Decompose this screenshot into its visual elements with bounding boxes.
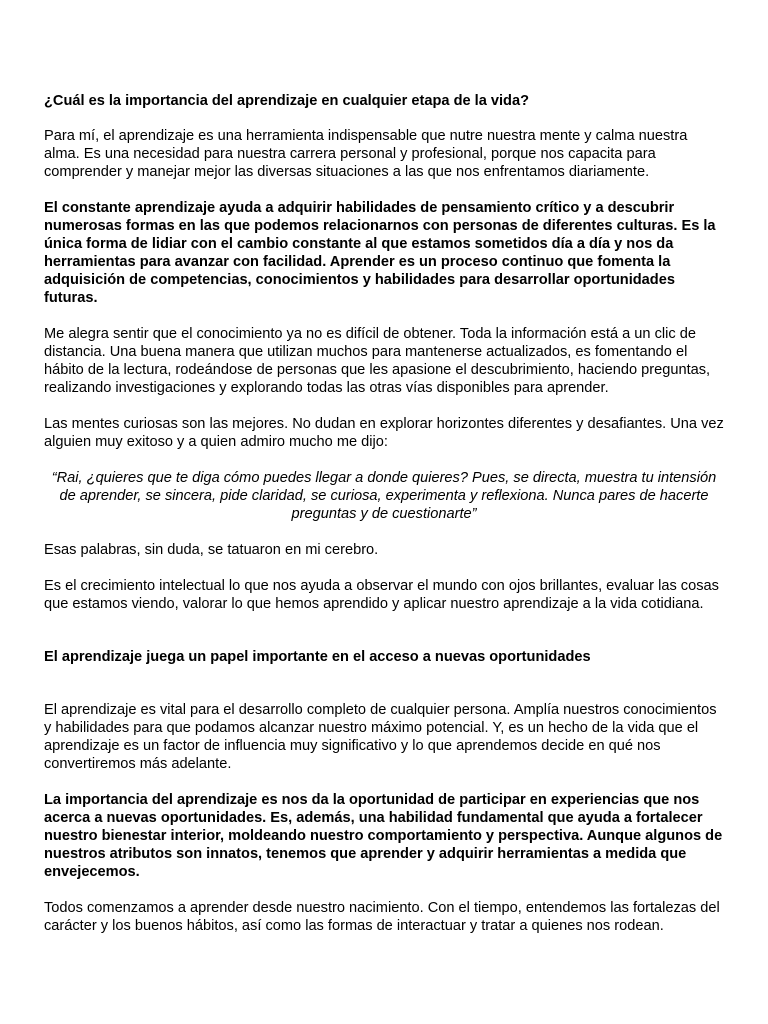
paragraph-vital-learning: El aprendizaje es vital para el desarrollo completo de cualquier persona. Amplía nuestros conocimientos y habilidades para que podamos alcanzar nuestro máximo potencial. Y, es un hecho de la vida que el aprendizaje es un factor de influencia muy significativo y lo que aprendemos decide en qué nos convertiremos más adelante.: [44, 702, 717, 772]
paragraph-intellectual-growth: Es el crecimiento intelectual lo que nos ayuda a observar el mundo con ojos brillantes, evaluar las cosas que estamos viendo, valorar lo que hemos aprendido y aplicar nuestro aprendizaje a la vida cotidiana.: [44, 578, 719, 612]
paragraph-curious-minds: Las mentes curiosas son las mejores. No dudan en explorar horizontes diferentes y desafiantes. Una vez alguien muy exitoso y a quien admiro mucho me dijo:: [44, 416, 724, 450]
paragraph-bold-importance: La importancia del aprendizaje es nos da la oportunidad de participar en experiencias que nos acerca a nuevas oportunidades. Es, además, una habilidad fundamental que ayuda a fortalecer nuestro bienestar interior, moldeando nuestro comportamiento y perspectiva. Aunque algunos de nuestros atributos son innatos, tenemos que aprender y adquirir herramientas a medida que envejecemos.: [44, 792, 723, 880]
paragraph-knowledge-access: Me alegra sentir que el conocimiento ya no es difícil de obtener. Toda la información está a un clic de distancia. Una buena manera que utilizan muchos para mantenerse actualizados, es fomentando el hábito de la lectura, rodeándose de personas que les apasione el descubrimiento, haciendo preguntas, realizando investigaciones y explorando todas las otras vías disponibles para aprender.: [44, 326, 711, 396]
document-page: [44, 92, 724, 953]
paragraph-since-birth: Todos comenzamos a aprender desde nuestro nacimiento. Con el tiempo, entendemos las fortalezas del carácter y los buenos hábitos, así como las formas de interactuar y tratar a quienes nos rodean.: [44, 900, 720, 934]
document-heading: ¿Cuál es la importancia del aprendizaje en cualquier etapa de la vida?: [44, 93, 529, 109]
quote-block: “Rai, ¿quieres que te diga cómo puedes llegar a donde quieres? Pues, se directa, muestra tu intensión de aprender, se sincera, pide claridad, se curiosa, experimenta y reflexiona. Nunca pares de hacerte preguntas y de cuestionarte”: [51, 470, 717, 522]
paragraph-bold-critical-thinking: El constante aprendizaje ayuda a adquirir habilidades de pensamiento crítico y a descubrir numerosas formas en las que podemos relacionarnos con personas de diferentes culturas. Es la única forma de lidiar con el cambio constante al que estamos sometidos día a día y nos da herramientas para avanzar con facilidad. Aprender es un proceso continuo que fomenta la adquisición de competencias, conocimientos y habilidades para desarrollar oportunidades futuras.: [44, 200, 716, 306]
paragraph-tattooed-words: Esas palabras, sin duda, se tatuaron en mi cerebro.: [44, 542, 379, 558]
paragraph-intro: Para mí, el aprendizaje es una herramienta indispensable que nutre nuestra mente y calma nuestra alma. Es una necesidad para nuestra carrera personal y profesional, porque nos capacita para comprender y manejar mejor las diversas situaciones a las que nos enfrentamos diariamente.: [44, 128, 688, 180]
section-heading: El aprendizaje juega un papel importante en el acceso a nuevas oportunidades: [44, 649, 591, 665]
